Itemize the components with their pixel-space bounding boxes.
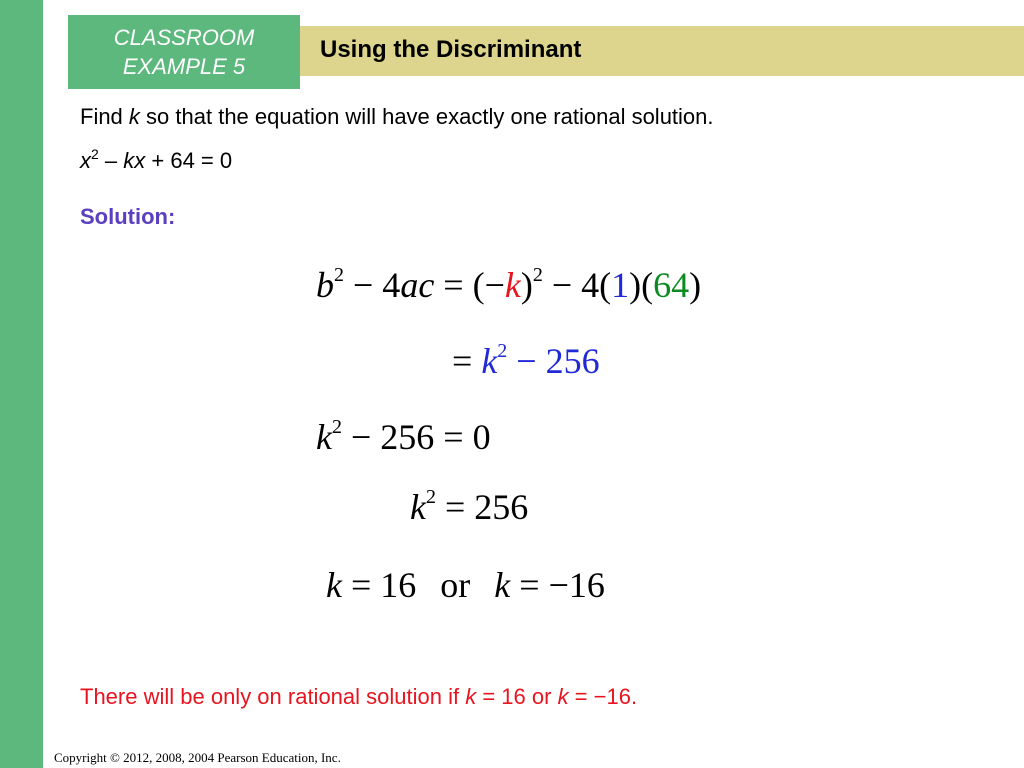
eq-rest: + 64 = 0 xyxy=(145,148,233,173)
s3-k: k xyxy=(316,417,332,457)
s2-rest: − 256 xyxy=(507,341,600,381)
s4-rest: = 256 xyxy=(435,487,529,527)
eq-kx: kx xyxy=(123,148,146,173)
solution-step-1 xyxy=(316,264,701,306)
copyright-footer: Copyright © 2012, 2008, 2004 Pearson Education, Inc. xyxy=(54,750,341,765)
conclusion-post: = −16. xyxy=(568,684,638,709)
conclusion-mid: = 16 or xyxy=(476,684,558,709)
s5-k1: k xyxy=(326,565,342,605)
problem-variable-k: k xyxy=(128,104,140,129)
badge-line-2: EXAMPLE 5 xyxy=(122,54,246,79)
solution-step-2 xyxy=(452,340,600,382)
s2-exp: 2 xyxy=(497,340,508,362)
left-accent-bar xyxy=(0,0,43,768)
s5-rest2: = −16 xyxy=(510,565,605,605)
slide-title: Using the Discriminant xyxy=(320,36,582,63)
solution-step-3 xyxy=(316,416,491,458)
s5-or: or xyxy=(440,565,471,605)
s1-ac: ac xyxy=(400,265,435,305)
s1-k-exp: 2 xyxy=(532,264,543,286)
solution-step-5 xyxy=(326,564,605,606)
s3-rest: − 256 = 0 xyxy=(341,417,491,457)
s1-sixtyfour: 64 xyxy=(653,265,690,305)
problem-equation xyxy=(80,146,232,174)
conclusion-pre: There will be only on rational solution if xyxy=(80,684,466,709)
s4-k: k xyxy=(410,487,426,527)
conclusion-k2: k xyxy=(557,684,569,709)
conclusion xyxy=(80,684,637,710)
s1-mid: − 4 xyxy=(344,265,401,305)
s3-exp: 2 xyxy=(331,416,342,438)
eq-exponent: 2 xyxy=(91,146,99,162)
solution-step-4 xyxy=(410,486,528,528)
s2-k: k xyxy=(481,341,498,381)
s1-b: b xyxy=(316,265,334,305)
problem-intro-post: so that the equation will have exactly one rational solution. xyxy=(146,104,714,129)
s1-minus4: − 4( xyxy=(542,265,612,305)
problem-intro-pre: Find xyxy=(80,104,123,129)
s5-k2: k xyxy=(494,565,511,605)
s2-eq: = xyxy=(452,341,482,381)
solution-label: Solution: xyxy=(80,204,176,229)
eq-minus: – xyxy=(98,148,124,173)
badge-line-1: CLASSROOM xyxy=(113,25,255,50)
s1-one: 1 xyxy=(611,265,630,305)
s5-rest1: = 16 xyxy=(341,565,417,605)
s4-exp: 2 xyxy=(425,486,436,508)
s1-end: ) xyxy=(689,265,702,305)
s1-b-exp: 2 xyxy=(334,264,344,286)
s1-close: ) xyxy=(520,265,533,305)
s1-eq: = (− xyxy=(434,265,505,305)
conclusion-k1: k xyxy=(465,684,477,709)
problem-statement xyxy=(80,104,714,130)
s1-k: k xyxy=(504,265,521,305)
s1-between: )( xyxy=(629,265,654,305)
example-badge xyxy=(68,15,300,89)
eq-x: x xyxy=(80,148,91,173)
